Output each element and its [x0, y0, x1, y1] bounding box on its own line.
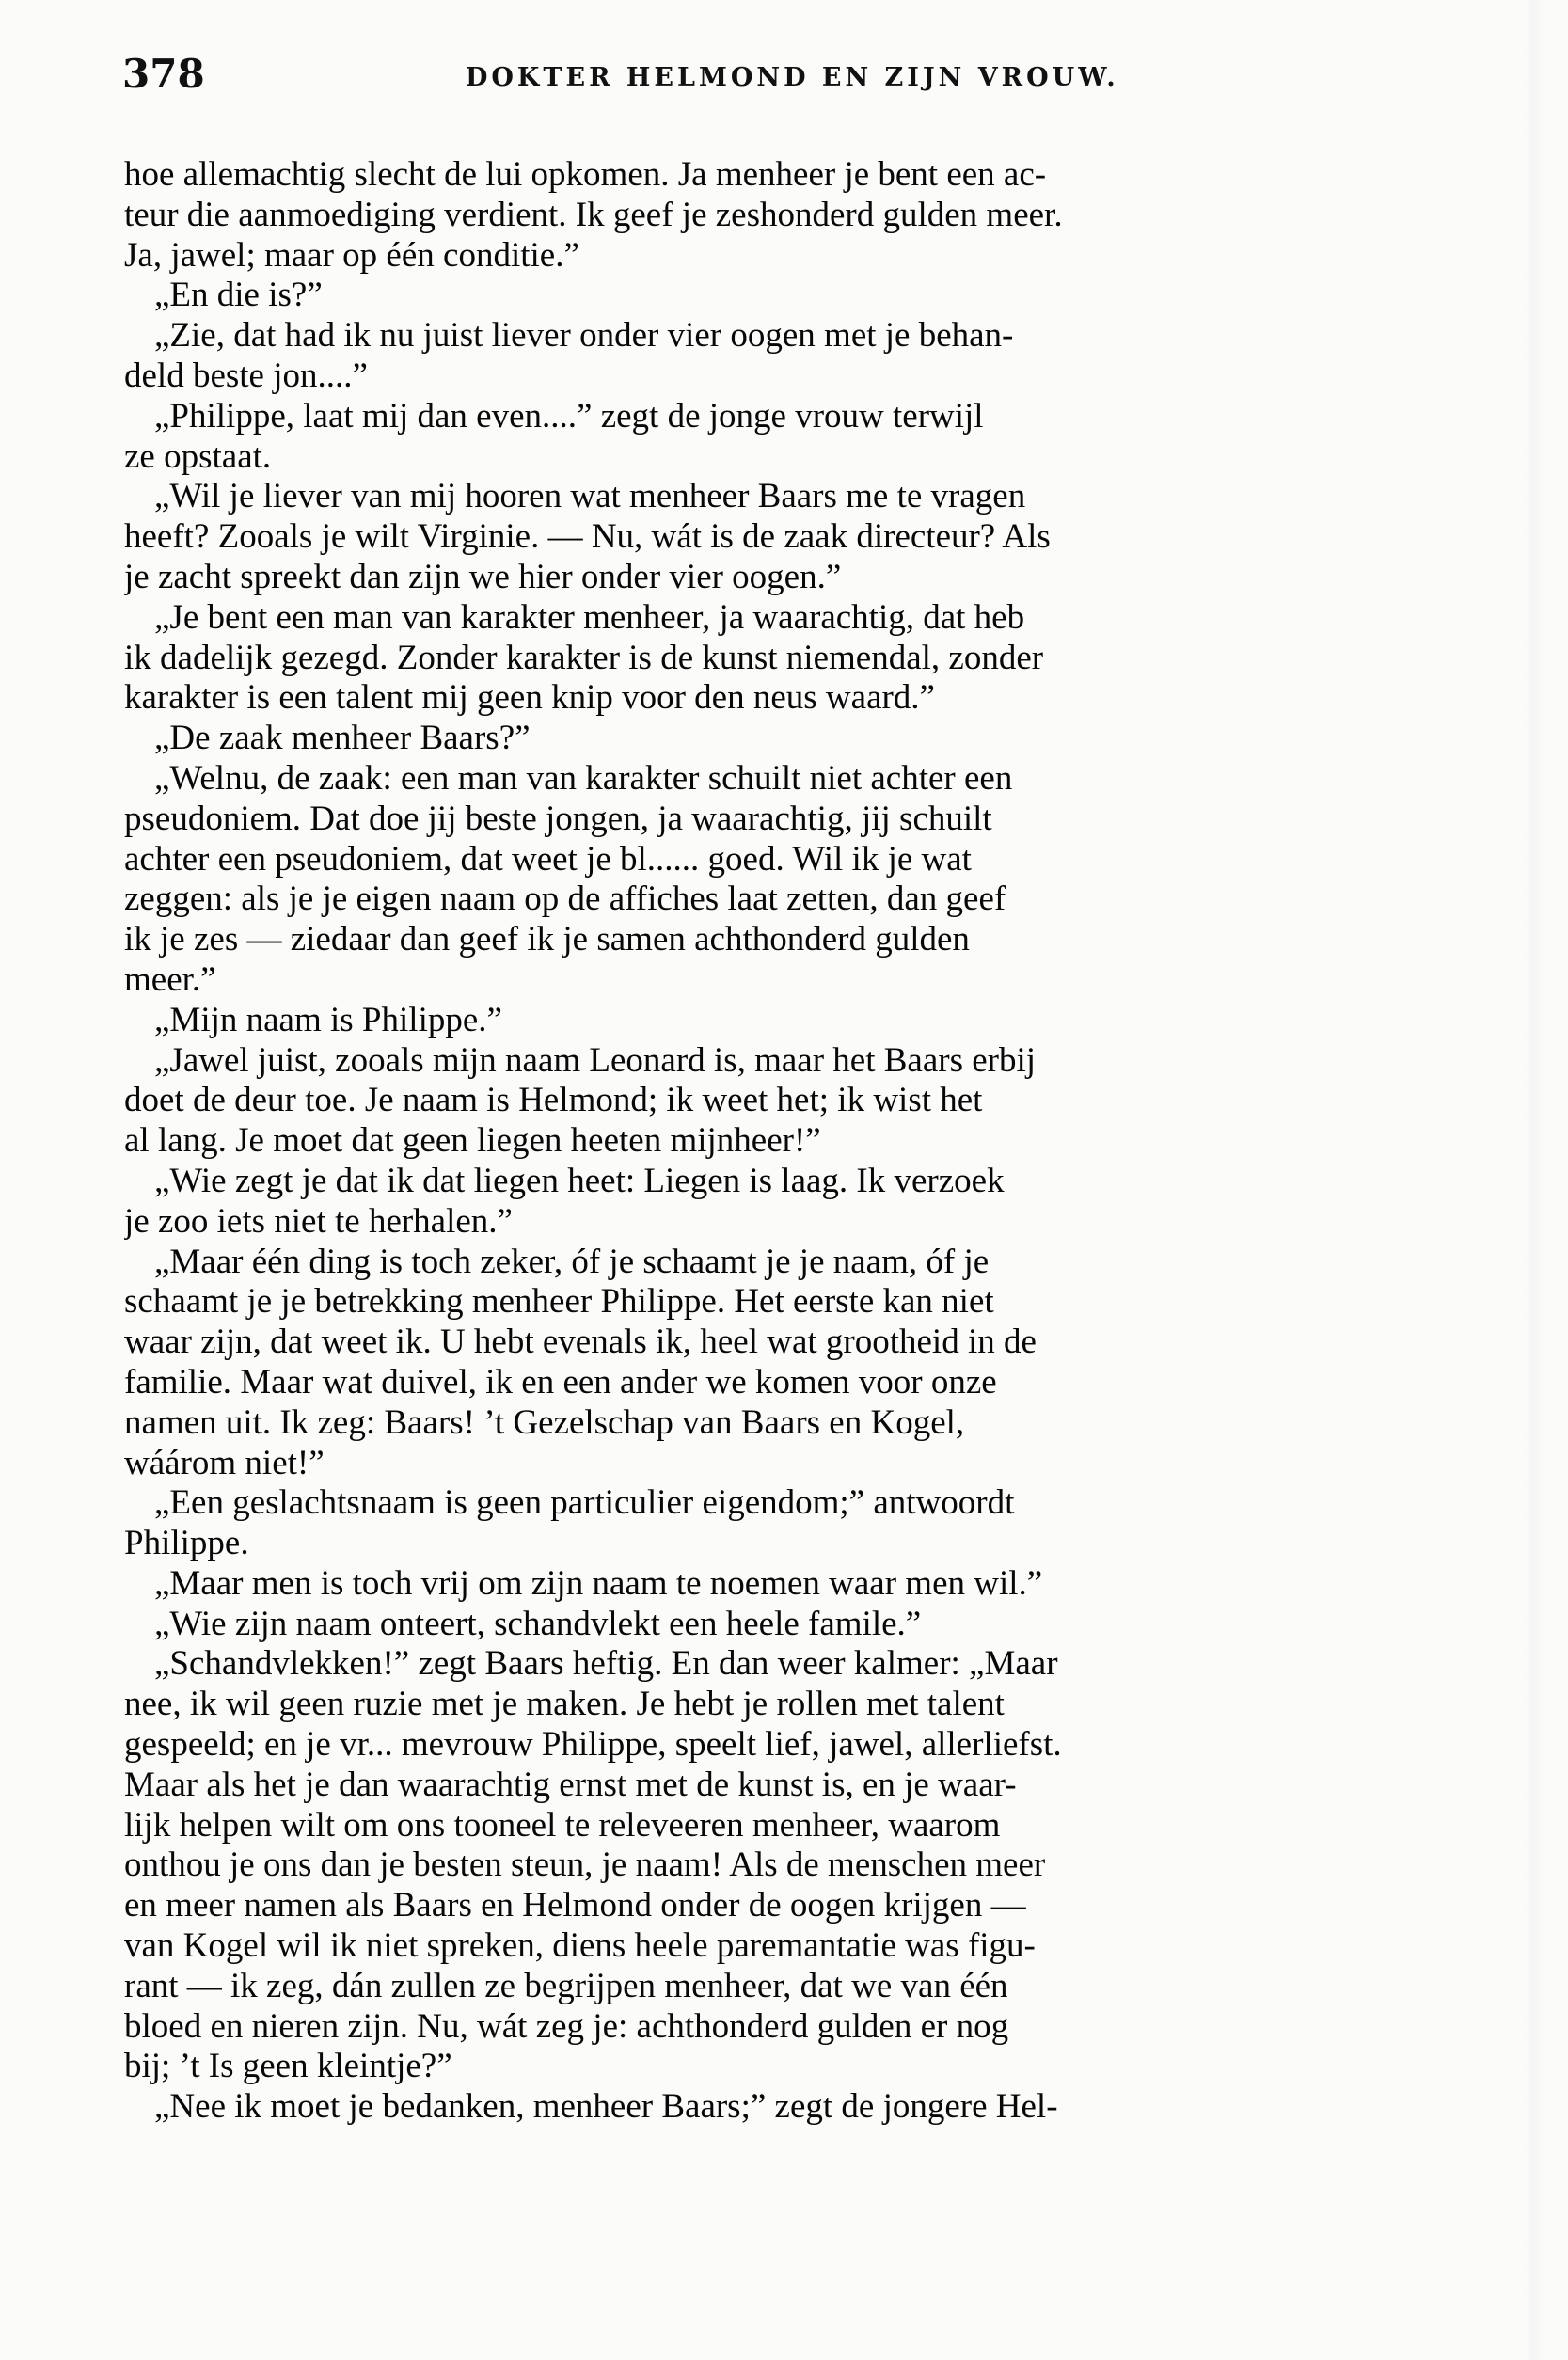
page-number: 378 [122, 51, 205, 97]
text-line: „Maar één ding is toch zeker, óf je schaamt je je naam, óf je [154, 1242, 990, 1281]
text-line: ik je zes — ziedaar dan geef ik je samen achthonderd gulden [124, 920, 970, 959]
text-line: „De zaak menheer Baars?” [154, 719, 531, 758]
running-title: DOKTER HELMOND EN ZIJN VROUW. [466, 63, 1119, 92]
text-line: Maar als het je dan waarachtig ernst met de kunst is, en je waar- [124, 1765, 1017, 1804]
text-line: „Nee ik moet je bedanken, menheer Baars;” zegt de jongere Hel- [154, 2087, 1058, 2127]
text-line: „Schandvlekken!” zegt Baars heftig. En dan weer kalmer: „Maar [154, 1644, 1058, 1684]
text-line: heeft? Zooals je wilt Virginie. — Nu, wát is de zaak directeur? Als [124, 517, 1051, 557]
text-line: „Wie zegt je dat ik dat liegen heet: Liegen is laag. Ik verzoek [154, 1161, 1005, 1200]
text-line: karakter is een talent mij geen knip voor den neus waard.” [124, 678, 935, 718]
text-line: hoe allemachtig slecht de lui opkomen. Ja menheer je bent een ac- [124, 155, 1047, 194]
text-line: je zacht spreekt dan zijn we hier onder vier oogen.” [124, 557, 842, 596]
text-line: onthou je ons dan je besten steun, je naam! Als de menschen meer [124, 1845, 1046, 1885]
scan-edge-shadow [1525, 0, 1544, 2360]
text-line: teur die aanmoediging verdient. Ik geef je zeshonderd gulden meer. [124, 195, 1063, 234]
text-line: „Een geslachtsnaam is geen particulier eigendom;” antwoordt [154, 1483, 1015, 1523]
text-line: „Mijn naam is Philippe.” [154, 1000, 502, 1039]
text-line: en meer namen als Baars en Helmond onder de oogen krijgen — [124, 1886, 1026, 1925]
text-line: nee, ik wil geen ruzie met je maken. Je hebt je rollen met talent [124, 1685, 1005, 1724]
text-line: wáárom niet!” [124, 1443, 325, 1482]
text-line: namen uit. Ik zeg: Baars! ’t Gezelschap van Baars en Kogel, [124, 1402, 965, 1442]
text-line: schaamt je je betrekking menheer Philippe. Het eerste kan niet [124, 1282, 994, 1322]
page-header [122, 52, 1477, 108]
text-line: meer.” [124, 959, 216, 999]
text-line: achter een pseudoniem, dat weet je bl...... goed. Wil ik je wat [124, 839, 972, 879]
text-line: „Je bent een man van karakter menheer, ja waarachtig, dat heb [154, 597, 1025, 637]
text-line: rant — ik zeg, dán zullen ze begrijpen menheer, dat we van één [124, 1966, 1008, 2005]
text-line: doet de deur toe. Je naam is Helmond; ik weet het; ik wist het [124, 1081, 983, 1120]
text-line: Philippe. [124, 1524, 249, 1563]
text-line: „Wie zijn naam onteert, schandvlekt een heele famile.” [154, 1604, 922, 1643]
text-line: je zoo iets niet te herhalen.” [124, 1201, 513, 1241]
text-line: „En die is?” [154, 276, 323, 315]
text-line: gespeeld; en je vr... mevrouw Philippe, speelt lief, jawel, allerliefst. [124, 1725, 1062, 1765]
text-line: waar zijn, dat weet ik. U hebt evenals ik, heel wat grootheid in de [124, 1323, 1037, 1362]
text-line: „Wil je liever van mij hooren wat menheer Baars me te vragen [154, 477, 1026, 516]
text-line: lijk helpen wilt om ons tooneel te releveeren menheer, waarom [124, 1805, 1001, 1845]
text-line: Ja, jawel; maar op één conditie.” [124, 235, 579, 275]
text-line: „Zie, dat had ik nu juist liever onder vier oogen met je behan- [154, 316, 1014, 356]
text-line: „Maar men is toch vrij om zijn naam te noemen waar men wil.” [154, 1563, 1043, 1603]
text-line: ze opstaat. [124, 436, 272, 476]
text-line: zeggen: als je je eigen naam op de affiches laat zetten, dan geef [124, 879, 1006, 919]
text-line: bij; ’t Is geen kleintje?” [124, 2047, 452, 2086]
text-line: van Kogel wil ik niet spreken, diens heele paremantatie was figu- [124, 1926, 1036, 1966]
text-line: ik dadelijk gezegd. Zonder karakter is de kunst niemendal, zonder [124, 638, 1044, 677]
text-line: pseudoniem. Dat doe jij beste jongen, ja waarachtig, jij schuilt [124, 799, 992, 838]
text-line: „Philippe, laat mij dan even....” zegt de jonge vrouw terwijl [154, 396, 984, 436]
text-line: deld beste jon....” [124, 356, 368, 395]
body-text [124, 155, 1474, 2128]
text-line: „Welnu, de zaak: een man van karakter schuilt niet achter een [154, 758, 1013, 798]
text-line: al lang. Je moet dat geen liegen heeten mijnheer!” [124, 1121, 821, 1161]
text-line: familie. Maar wat duivel, ik en een ander we komen voor onze [124, 1362, 997, 1402]
text-line: bloed en nieren zijn. Nu, wát zeg je: achthonderd gulden er nog [124, 2006, 1009, 2046]
text-line: „Jawel juist, zooals mijn naam Leonard is, maar het Baars erbij [154, 1040, 1037, 1080]
